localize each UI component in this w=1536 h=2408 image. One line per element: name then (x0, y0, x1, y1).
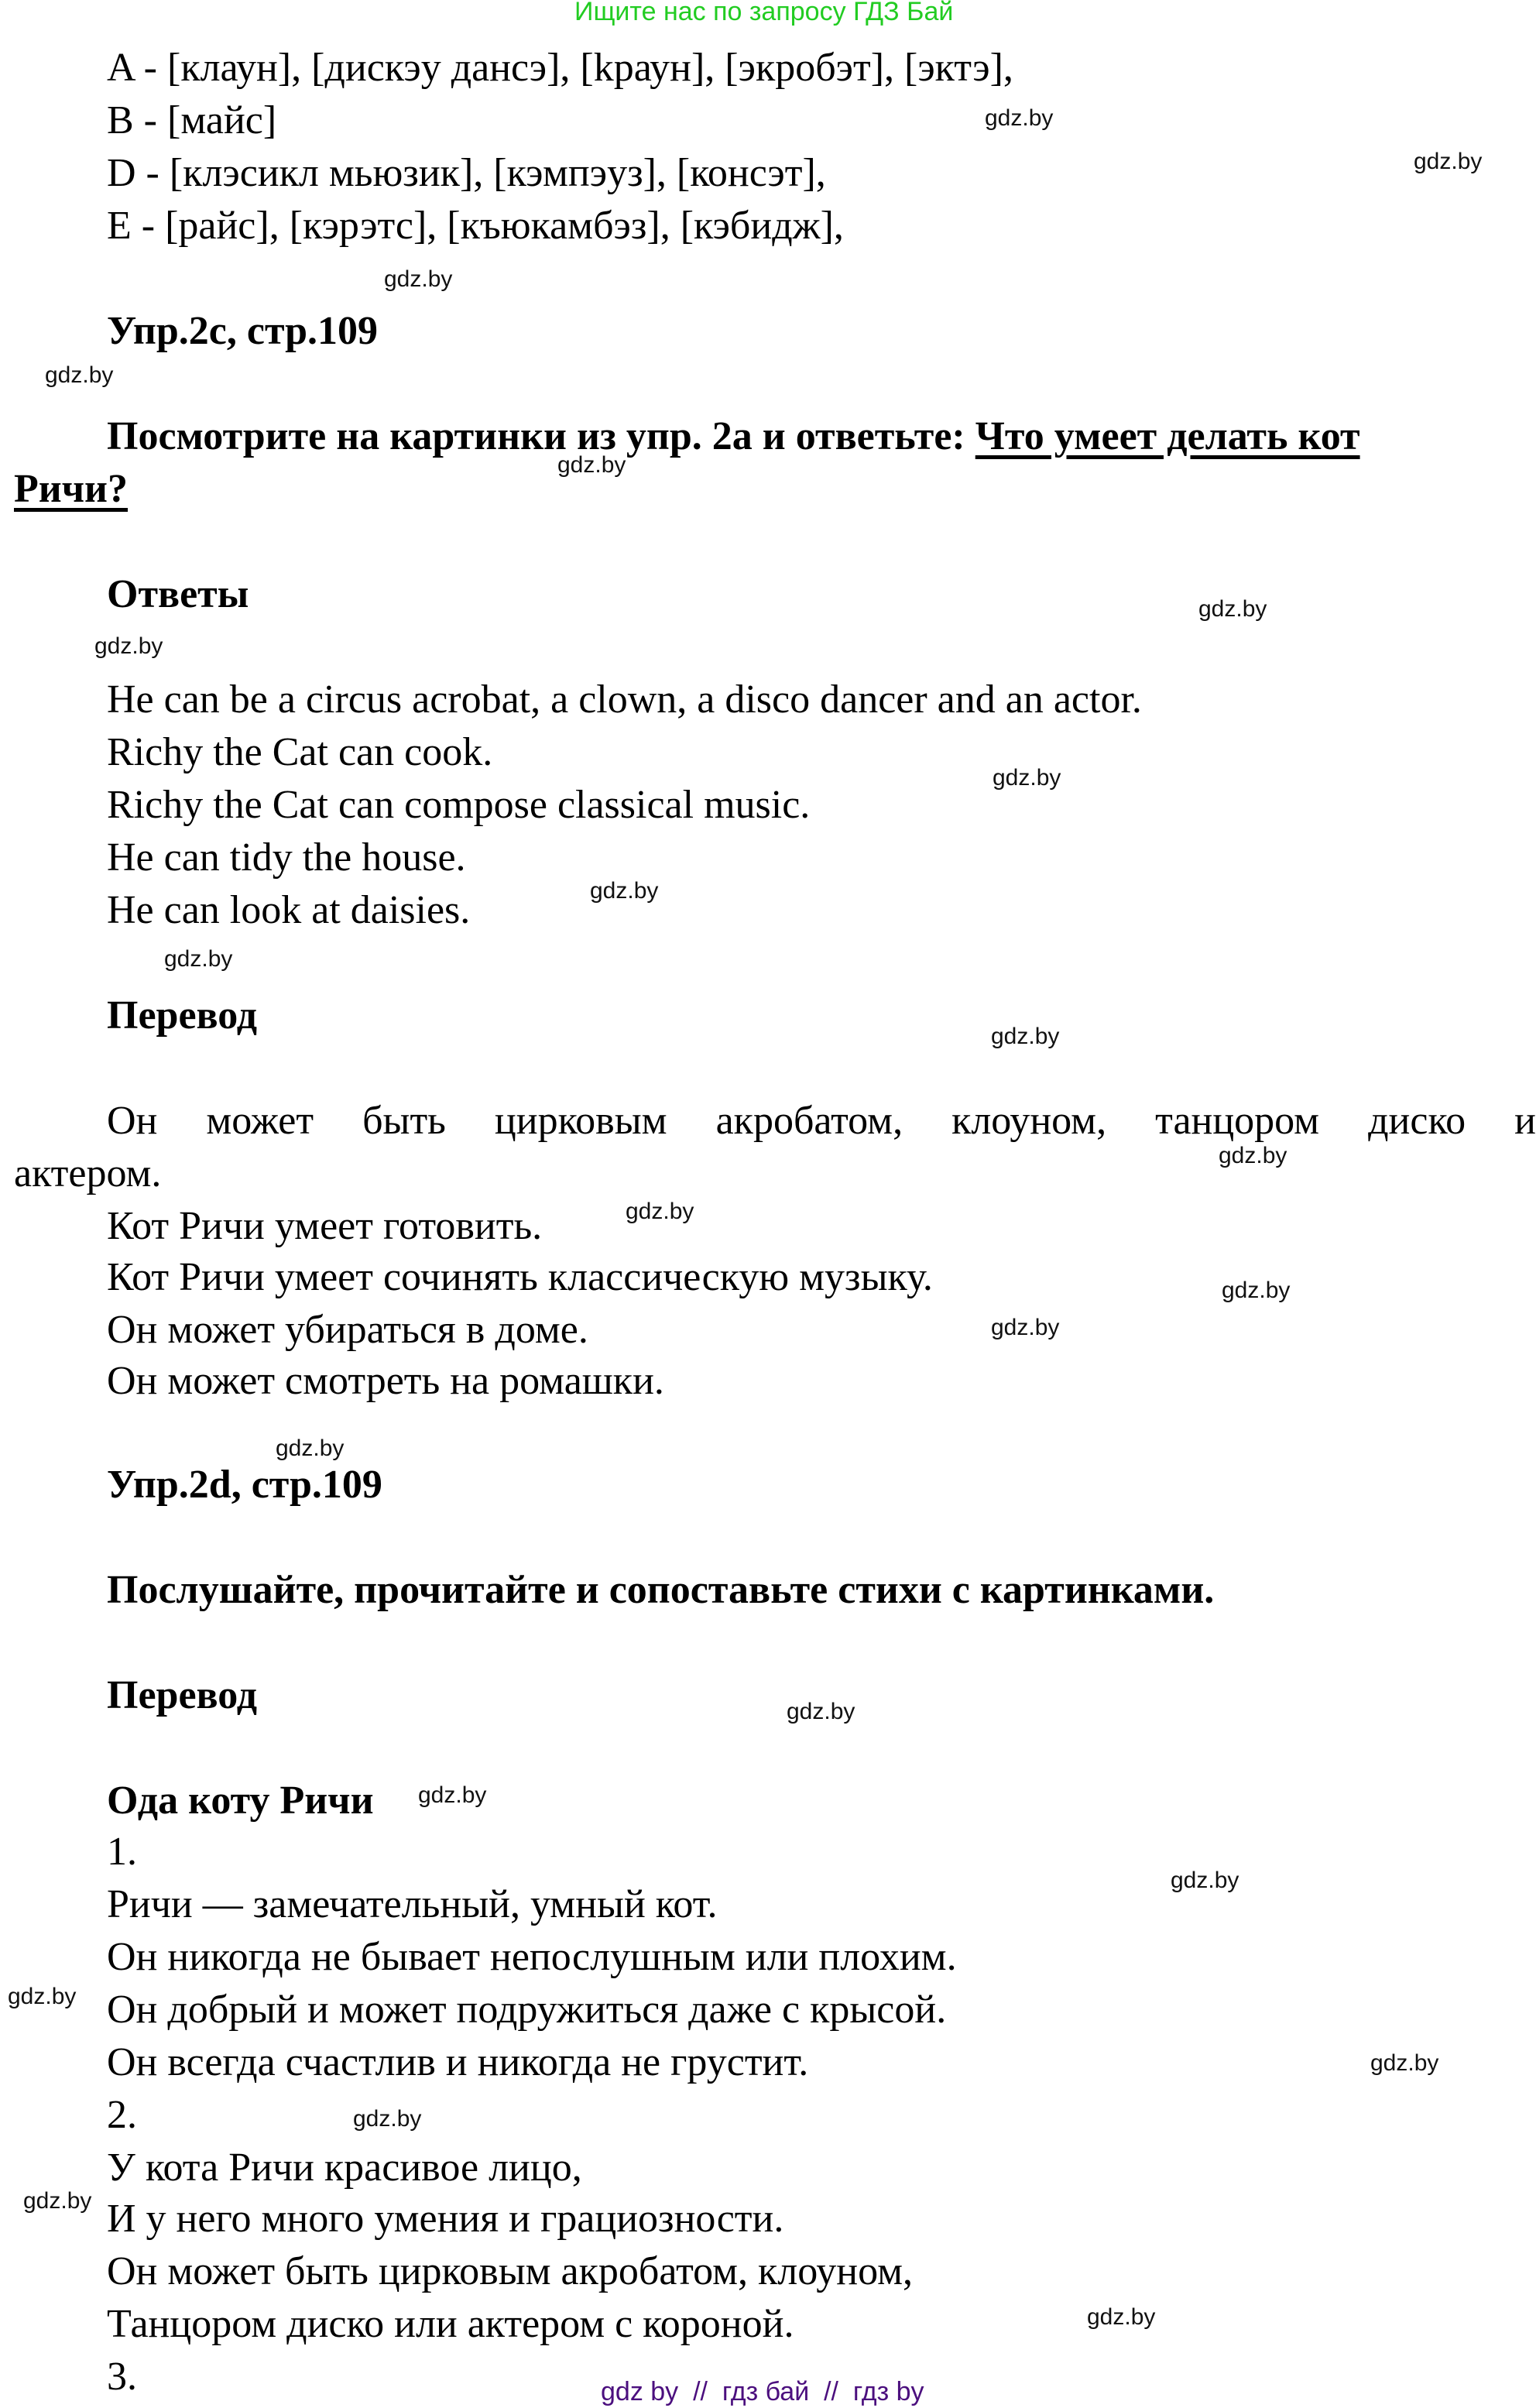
watermark: gdz.by (991, 1315, 1060, 1340)
poem-line: У кота Ричи красивое лицо, (107, 2146, 582, 2190)
word: цирковым (494, 1099, 667, 1143)
poem-line: Он никогда не бывает непослушным или плохим. (107, 1935, 957, 1979)
answer-line: Richy the Cat can cook. (107, 730, 493, 774)
exercise-2d-task: Послушайте, прочитайте и сопоставьте стихи с картинками. (107, 1568, 1215, 1612)
transcription-line-d: D - [клэсикл мьюзик], [кэмпэуз], [консэт], (107, 151, 826, 195)
translation-line: Кот Ричи умеет сочинять классическую музыку. (107, 1255, 933, 1299)
poem-title: Ода коту Ричи (107, 1779, 374, 1823)
word: может (206, 1099, 314, 1143)
watermark: gdz.by (1414, 149, 1483, 174)
translation-line-wrap: актером. (14, 1151, 162, 1195)
exercise-2d-translation-heading: Перевод (107, 1673, 258, 1717)
watermark: gdz.by (94, 633, 163, 659)
stanza-number: 2. (107, 2093, 137, 2137)
translation-line-justified (107, 1098, 1536, 1144)
translation-line: Он может убираться в доме. (107, 1308, 588, 1352)
watermark: gdz.by (1087, 2304, 1156, 2330)
task-prefix: Посмотрите на картинки из упр. 2a и ответьте: (107, 414, 965, 458)
transcription-line-e: E - [райс], [кэрэтс], [къюкамбэз], [кэбидж], (107, 204, 844, 248)
answer-line: He can be a circus acrobat, a clown, a disco dancer and an actor. (107, 677, 1142, 722)
footer-links[interactable]: gdz by // гдз бай // гдз by (601, 2377, 924, 2406)
word: клоуном, (951, 1099, 1107, 1143)
answer-line: He can tidy the house. (107, 835, 466, 880)
translation-line: Кот Ричи умеет готовить. (107, 1204, 543, 1248)
task-question: Что умеет делать кот (975, 414, 1360, 458)
watermark: gdz.by (418, 1782, 487, 1808)
answer-line: He can look at daisies. (107, 888, 471, 932)
exercise-2c-task (107, 413, 1360, 460)
poem-line: Он всегда счастлив и никогда не грустит. (107, 2040, 809, 2084)
word: танцором (1155, 1099, 1320, 1143)
watermark: gdz.by (590, 878, 659, 904)
watermark: gdz.by (8, 1984, 77, 2009)
watermark: gdz.by (45, 362, 114, 388)
stanza-number: 1. (107, 1830, 137, 1874)
poem-line: Ричи — замечательный, умный кот. (107, 1882, 718, 1926)
watermark: gdz.by (557, 452, 626, 478)
watermark: gdz.by (1219, 1143, 1287, 1168)
word: быть (362, 1099, 446, 1143)
poem-line: Он может быть цирковым акробатом, клоуном, (107, 2249, 914, 2293)
watermark: gdz.by (164, 946, 233, 972)
watermark: gdz.by (23, 2188, 92, 2214)
transcription-line-b: B - [майс] (107, 98, 277, 142)
transcription-line-a: A - [клаун], [дискэу дансэ], [kраун], [экробэт], [эктэ], (107, 46, 1013, 90)
search-banner[interactable]: Ищите нас по запросу ГДЗ Бай (574, 0, 954, 26)
watermark: gdz.by (787, 1699, 855, 1724)
watermark: gdz.by (353, 2106, 422, 2132)
answer-line: Richy the Cat can compose classical music. (107, 783, 811, 827)
task-question-continued: Ричи? (14, 467, 129, 511)
answers-heading: Ответы (107, 572, 249, 616)
translation-line: Он может смотреть на ромашки. (107, 1359, 664, 1403)
word: диско (1368, 1099, 1466, 1143)
word: и (1514, 1099, 1536, 1143)
stanza-number: 3. (107, 2355, 137, 2399)
poem-line: И у него много умения и грациозности. (107, 2197, 784, 2241)
exercise-2c-title: Упр.2c, стр.109 (107, 309, 379, 353)
poem-line: Танцором диско или актером с короной. (107, 2302, 794, 2346)
watermark: gdz.by (1171, 1868, 1239, 1893)
watermark: gdz.by (993, 765, 1061, 791)
word: акробатом, (715, 1099, 903, 1143)
exercise-2d-title: Упр.2d, стр.109 (107, 1463, 382, 1507)
poem-line: Он добрый и может подружиться даже с крысой. (107, 1988, 947, 2032)
watermark: gdz.by (1222, 1278, 1291, 1303)
watermark: gdz.by (626, 1199, 694, 1224)
watermark: gdz.by (991, 1024, 1060, 1049)
watermark: gdz.by (384, 266, 453, 292)
watermark: gdz.by (1198, 596, 1267, 622)
watermark: gdz.by (276, 1436, 345, 1461)
watermark: gdz.by (1370, 2050, 1439, 2076)
translation-heading: Перевод (107, 993, 258, 1038)
watermark: gdz.by (985, 105, 1054, 131)
word: Он (107, 1099, 158, 1143)
